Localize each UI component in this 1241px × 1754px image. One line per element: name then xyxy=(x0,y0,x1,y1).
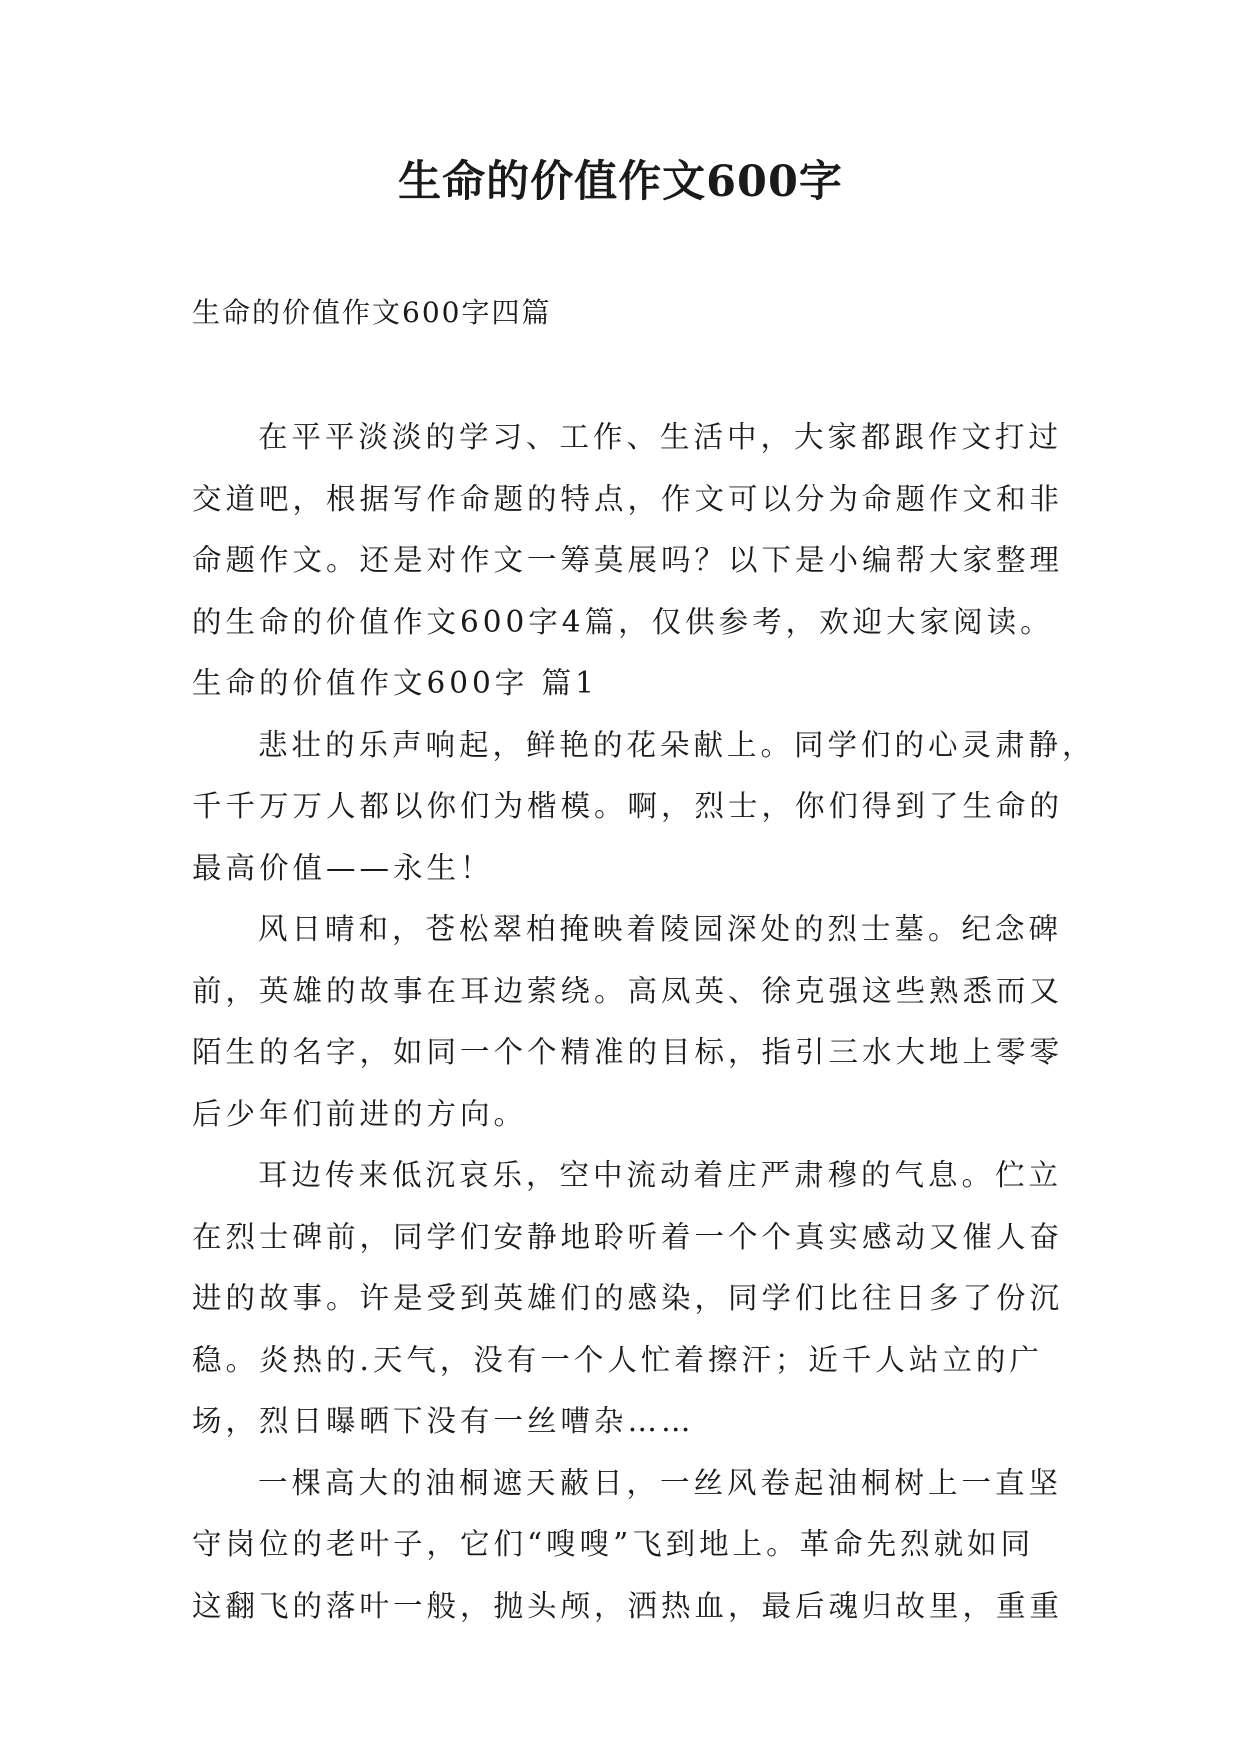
body-text-line: 场，烈日曝晒下没有一丝嘈杂…… xyxy=(192,1404,695,1438)
body-text-line: 后少年们前进的方向。 xyxy=(192,1096,528,1131)
body-text-line: 千千万万人都以你们为楷模。啊，烈士，你们得到了生命的 xyxy=(192,789,1064,823)
body-text-line: 陌生的名字，如同一个个精准的目标，指引三水大地上零零 xyxy=(192,1035,1064,1069)
body-text-line: 的生命的价值作文600字4篇，仅供参考，欢迎大家阅读。 xyxy=(192,604,1054,639)
body-text-line: 交道吧，根据写作命题的特点，作文可以分为命题作文和非 xyxy=(192,481,1064,516)
document-body xyxy=(192,407,1096,1637)
body-text-line: 最高价值——永生！ xyxy=(192,850,494,885)
body-text-line: 悲壮的乐声响起，鲜艳的花朵献上。同学们的心灵肃静， xyxy=(258,727,1096,762)
body-text-line: 风日晴和，苍松翠柏掩映着陵园深处的烈士墓。纪念碑 xyxy=(258,912,1063,946)
body-text-line: 这翻飞的落叶一般，抛头颅，洒热血，最后魂归故里，重重 xyxy=(192,1588,1064,1623)
body-text-line: 生命的价值作文600字 篇1 xyxy=(192,666,598,700)
body-text-line: 稳。炎热的.天气，没有一个人忙着擦汗；近千人站立的广 xyxy=(192,1342,1043,1377)
body-text-line: 进的故事。许是受到英雄们的感染，同学们比往日多了份沉 xyxy=(192,1281,1064,1315)
body-text-line: 守岗位的老叶子，它们“嗖嗖”飞到地上。革命先烈就如同 xyxy=(192,1527,1035,1561)
body-text-line: 在烈士碑前，同学们安静地聆听着一个个真实感动又催人奋 xyxy=(192,1219,1064,1254)
body-text-line: 前，英雄的故事在耳边萦绕。高凤英、徐克强这些熟悉而又 xyxy=(192,973,1064,1008)
document-subtitle: 生命的价值作文600字四篇 xyxy=(192,296,552,329)
body-text-line: 在平平淡淡的学习、工作、生活中，大家都跟作文打过 xyxy=(258,420,1063,454)
body-text-line: 一棵高大的油桐遮天蔽日，一丝风卷起油桐树上一直坚 xyxy=(258,1465,1063,1500)
body-text-line: 命题作文。还是对作文一筹莫展吗？以下是小编帮大家整理 xyxy=(192,543,1064,577)
body-text-line: 耳边传来低沉哀乐，空中流动着庄严肃穆的气息。伫立 xyxy=(258,1158,1063,1192)
document-title: 生命的价值作文600字 xyxy=(398,157,843,207)
